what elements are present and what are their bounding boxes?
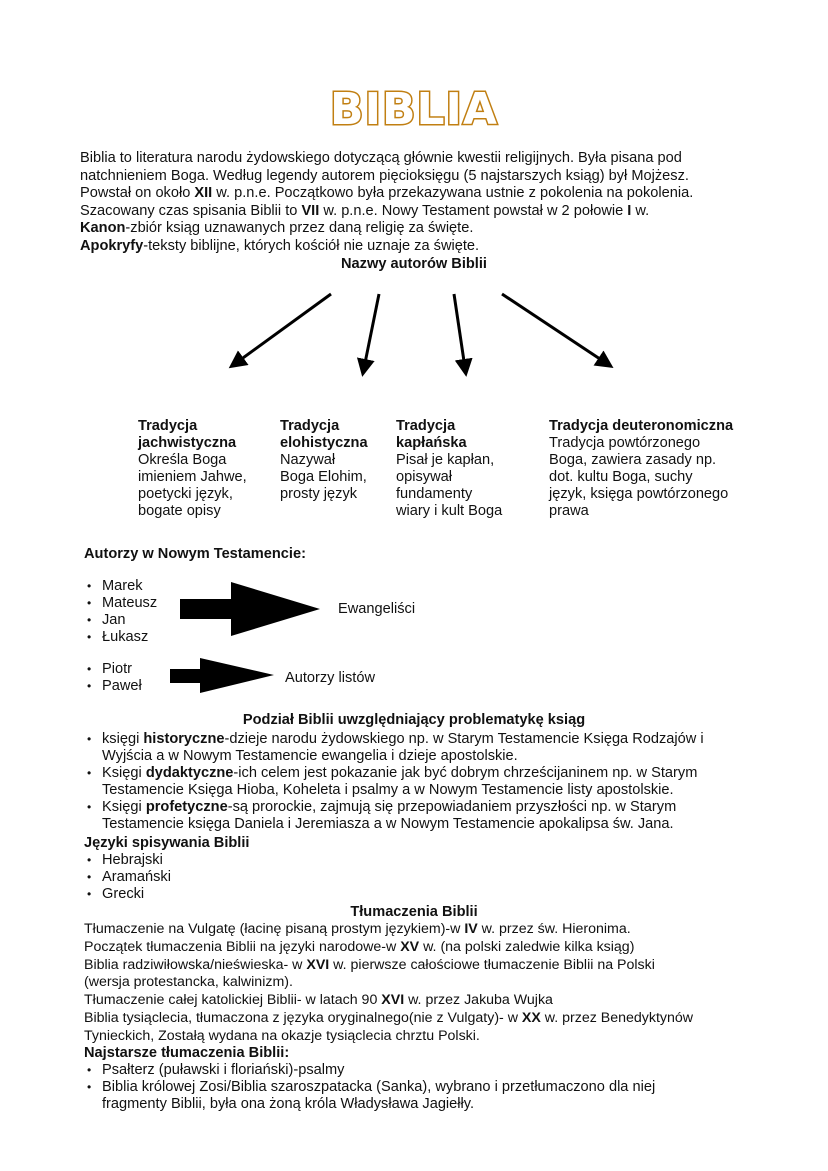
intro-line: natchnieniem Boga. Według legendy autorem pięcioksięgu (5 najstarszych ksiąg) był Mojżesz.	[80, 167, 689, 184]
kanon-definition: Kanon-zbiór ksiąg uznawanych przez daną religię za święte.	[80, 220, 474, 237]
title-text: BIBLIA	[330, 84, 498, 135]
intro-paragraph	[80, 150, 693, 256]
page-title	[0, 84, 828, 135]
oldest-list	[82, 1062, 802, 1113]
evangelists-list	[82, 578, 157, 646]
list-item: • Psałterz (puławski i floriański)-psalmy	[82, 1062, 802, 1079]
tradition-deuteronomiczna: Tradycja deuteronomiczna Tradycja powtórzonego Boga, zawiera zasady np. dot. kultu Boga, suchy język, księga powtórzonego prawa	[549, 418, 734, 519]
evangelists-label: Ewangeliści	[338, 601, 416, 617]
intro-line: Powstał on około XII w. p.n.e. Początkowo była przekazywana ustnie z pokolenia na pokolenia.	[80, 185, 694, 202]
oldest-heading: Najstarsze tłumaczenia Biblii:	[84, 1045, 290, 1061]
list-item: • Jan	[82, 612, 157, 629]
tradition-elohistyczna: Tradycja elohistyczna Nazywał Boga Elohim, prosty język	[280, 418, 368, 502]
arrow-icon	[454, 294, 465, 368]
intro-line: Biblia to literatura narodu żydowskiego dotyczącą głównie kwestii religijnych. Była pisana pod	[80, 150, 682, 166]
languages-heading: Języki spisywania Biblii	[84, 835, 250, 851]
division-heading: Podział Biblii uwzględniający problematykę ksiąg	[242, 712, 586, 728]
big-arrow-icon	[180, 582, 320, 638]
division-list	[82, 731, 802, 833]
list-item: • Księgi profetyczne-są prorockie, zajmują się przepowiadaniem przyszłości np. w Starym Testamencie księga Daniela i Jeremiasza a w Nowym Testamencie apokalipsa św. Jana.	[82, 799, 802, 833]
tradition-kaplanska: Tradycja kapłańska Pisał je kapłan, opisywał fundamenty wiary i kult Boga	[396, 418, 503, 519]
list-item: • Łukasz	[82, 629, 157, 646]
list-item: • Mateusz	[82, 595, 157, 612]
list-item: • Biblia królowej Zosi/Biblia szaroszpatacka (Sanka), wybrano i przetłumaczono dla niej fragmenty Biblii, była ona żoną króla Władysława Jagiełły.	[82, 1079, 802, 1113]
letters-label: Autorzy listów	[285, 670, 376, 686]
authors-heading: Nazwy autorów Biblii	[341, 256, 487, 272]
arrow-icon	[364, 294, 379, 368]
arrow-icon	[236, 294, 331, 363]
nt-heading: Autorzy w Nowym Testamencie:	[84, 546, 306, 562]
translations-heading: Tłumaczenia Biblii	[350, 904, 478, 920]
list-item: • Grecki	[82, 886, 171, 903]
translations-body: Tłumaczenie na Vulgatę (łacinę pisaną prostym językiem)-w IV w. przez św. Hieronima. Początek tłumaczenia Biblii na języki narodowe-w XV w. (na polski zaledwie kilka ksiąg) Biblia radziwiłowska/nieświeska- w XVI w. pierwsze całościowe tłumaczenie Biblii na Polski (wersja protestancka, kalwinizm). Tłumaczenie całej katolickiej Biblii- w latach 90 XVI w. przez Jakuba Wujka Biblia tysiąclecia, tłumaczona z języka oryginalnego(nie z Vulgaty)- w XX w. przez Benedyktynów Tynieckich, Zostałą wydana na okazje tysiąclecia chrztu Polski.	[84, 921, 694, 1044]
arrow-icon	[502, 294, 606, 363]
apokryfy-definition: Apokryfy-teksty biblijne, których kościół nie uznaje za święte.	[80, 237, 480, 254]
list-item: • Piotr	[82, 661, 142, 678]
tradition-jachwistyczna: Tradycja jachwistyczna Określa Boga imieniem Jahwe, poetycki język, bogate opisy	[138, 418, 247, 519]
small-arrow-icon	[170, 658, 274, 694]
intro-line: Szacowany czas spisania Biblii to VII w. p.n.e. Nowy Testament powstał w 2 połowie I w.	[80, 202, 650, 219]
list-item: • Aramański	[82, 869, 171, 886]
letters-list	[82, 661, 142, 695]
list-item: • Marek	[82, 578, 157, 595]
list-item: • Hebrajski	[82, 852, 171, 869]
list-item: • księgi historyczne-dzieje narodu żydowskiego np. w Starym Testamencie Księga Rodzajów i Wyjścia a w Nowym Testamencie ewangelia i dzieje apostolskie.	[82, 731, 802, 765]
languages-list	[82, 852, 171, 903]
list-item: • Paweł	[82, 678, 142, 695]
tradition-arrows	[0, 280, 828, 390]
list-item: • Księgi dydaktyczne-ich celem jest pokazanie jak być dobrym chrześcijaninem np. w Starym Testamencie Księga Hioba, Koheleta i psalmy a w Nowym Testamencie listy apostolskie.	[82, 765, 802, 799]
